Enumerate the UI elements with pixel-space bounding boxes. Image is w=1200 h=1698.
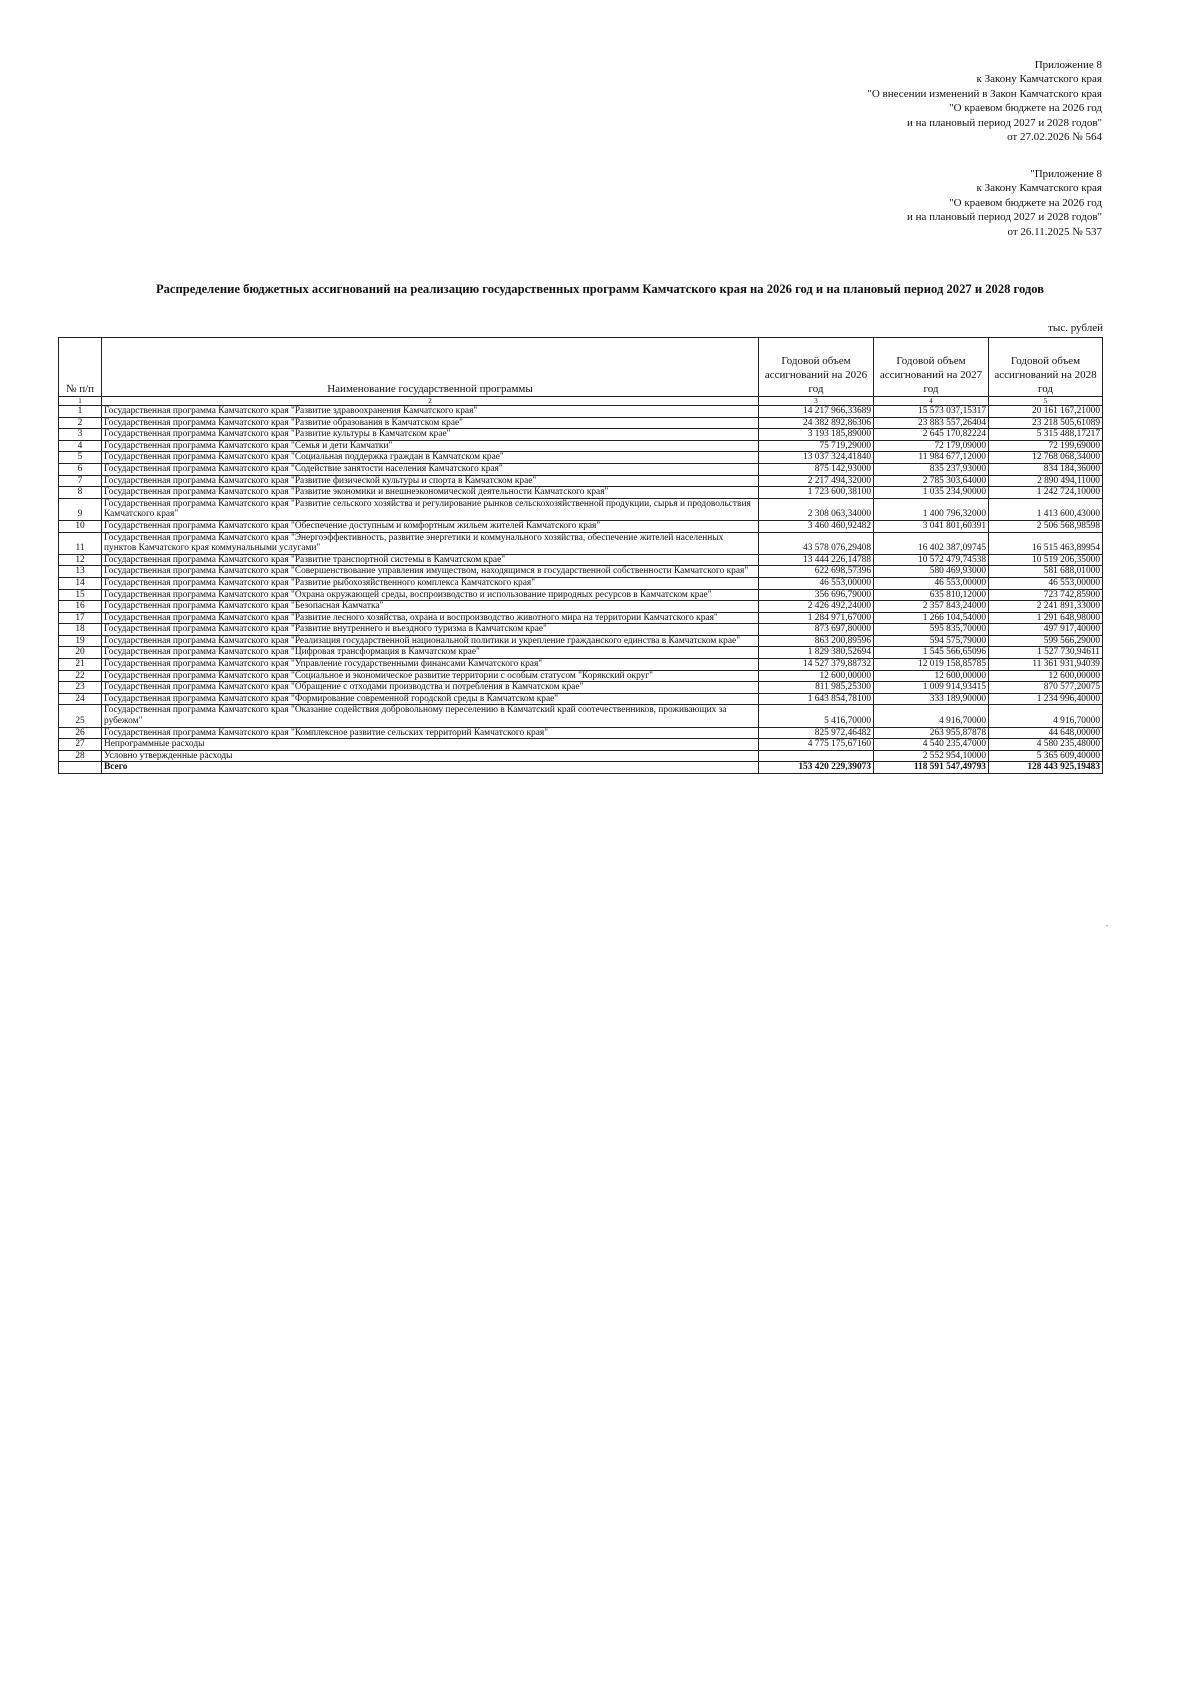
program-name: Непрограммные расходы: [102, 739, 759, 751]
allocation-2028: 870 577,20075: [989, 682, 1103, 694]
allocation-2026: 13 037 324,41840: [759, 452, 874, 464]
row-number: 2: [59, 417, 102, 429]
allocation-2028: 46 553,00000: [989, 577, 1103, 589]
allocation-2027: 595 835,70000: [874, 624, 989, 636]
column-index-row: [59, 397, 1103, 406]
column-index: 2: [102, 397, 759, 406]
row-number: 1: [59, 406, 102, 418]
program-name: Государственная программа Камчатского края "Развитие образования в Камчатском крае": [102, 417, 759, 429]
table-row: [59, 647, 1103, 659]
allocation-2027: 1 400 796,32000: [874, 498, 989, 520]
table-row: [59, 589, 1103, 601]
allocation-2027: 72 179,09000: [874, 440, 989, 452]
allocation-2027: 635 810,12000: [874, 589, 989, 601]
program-name: Государственная программа Камчатского края "Оказание содействия добровольному переселению в Камчатский край соотечественников, проживающих за рубежом": [102, 705, 759, 727]
row-number: 18: [59, 624, 102, 636]
allocation-2027: 15 573 037,15317: [874, 406, 989, 418]
program-name: Государственная программа Камчатского края "Развитие сельского хозяйства и регулирование рынков сельскохозяйственной продукции, сырья и продовольствия Камчатского края": [102, 498, 759, 520]
row-number: 3: [59, 429, 102, 441]
header-line: и на плановый период 2027 и 2028 годов": [906, 116, 1102, 129]
row-number: 11: [59, 532, 102, 554]
table-row: [59, 612, 1103, 624]
table-row: [59, 624, 1103, 636]
allocation-2028: 20 161 167,21000: [989, 406, 1103, 418]
table-row: [59, 406, 1103, 418]
allocation-2027: 2 645 170,82224: [874, 429, 989, 441]
allocation-2028: 10 519 206,35000: [989, 554, 1103, 566]
allocation-2028: 4 580 235,48000: [989, 739, 1103, 751]
table-row: [59, 487, 1103, 499]
allocation-2026: 3 193 185,89000: [759, 429, 874, 441]
row-number: 17: [59, 612, 102, 624]
column-header-2027: Годовой объем ассигнований на 2027 год: [874, 338, 989, 397]
allocation-2026: 825 972,46482: [759, 727, 874, 739]
row-number: 26: [59, 727, 102, 739]
allocation-2027: 12 600,00000: [874, 670, 989, 682]
row-number: 24: [59, 693, 102, 705]
header-line: "О внесении изменений в Закон Камчатского края: [867, 87, 1102, 100]
program-name: Государственная программа Камчатского края "Энергоэффективность, развитие энергетики и коммунального хозяйства, обеспечение жителей населенных пунктов Камчатского края коммунальными услугами": [102, 532, 759, 554]
program-name: Государственная программа Камчатского края "Комплексное развитие сельских территорий Камчатского края": [102, 727, 759, 739]
table-row: [59, 532, 1103, 554]
allocation-2027: 11 984 677,12000: [874, 452, 989, 464]
allocation-2027: 4 916,70000: [874, 705, 989, 727]
allocation-2027: 3 041 801,60391: [874, 520, 989, 532]
allocation-2028: 497 917,40000: [989, 624, 1103, 636]
row-number: 23: [59, 682, 102, 694]
header-line: и на плановый период 2027 и 2028 годов": [906, 211, 1102, 224]
header-line: Приложение 8: [1034, 59, 1102, 71]
table-row: [59, 727, 1103, 739]
appendix-header-original: [907, 167, 1102, 239]
total-label: Всего: [102, 762, 759, 774]
allocation-2027: 1 266 104,54000: [874, 612, 989, 624]
allocation-2026: 3 460 460,92482: [759, 520, 874, 532]
allocation-2028: 11 361 931,94039: [989, 659, 1103, 671]
units-label: тыс. рублей: [1048, 322, 1103, 334]
program-name: Государственная программа Камчатского края "Обращение с отходами производства и потребления в Камчатском крае": [102, 682, 759, 694]
allocation-2028: 581 688,01000: [989, 566, 1103, 578]
column-header-2028: Годовой объем ассигнований на 2028 год: [989, 338, 1103, 397]
allocation-2027: 594 575,79000: [874, 635, 989, 647]
program-name: Государственная программа Камчатского края "Цифровая трансформация в Камчатском крае": [102, 647, 759, 659]
allocation-2027: 1 545 566,65096: [874, 647, 989, 659]
table-row: [59, 659, 1103, 671]
allocation-2026: 5 416,70000: [759, 705, 874, 727]
allocation-2026: 75 719,29000: [759, 440, 874, 452]
row-number: 15: [59, 589, 102, 601]
program-name: Государственная программа Камчатского края "Семья и дети Камчатки": [102, 440, 759, 452]
allocation-2026: 2 426 492,24000: [759, 601, 874, 613]
table-row: [59, 452, 1103, 464]
allocation-2026: 1 284 971,67000: [759, 612, 874, 624]
program-name: Государственная программа Камчатского края "Социальная поддержка граждан в Камчатском крае": [102, 452, 759, 464]
allocation-2027: 4 540 235,47000: [874, 739, 989, 751]
allocation-2027: 2 785 303,64000: [874, 475, 989, 487]
column-header-program-name: Наименование государственной программы: [102, 338, 759, 397]
total-2026: 153 420 229,39073: [759, 762, 874, 774]
allocation-2028: 12 600,00000: [989, 670, 1103, 682]
table-row: [59, 429, 1103, 441]
allocation-2027: 263 955,87878: [874, 727, 989, 739]
total-number-cell: [59, 762, 102, 774]
row-number: 7: [59, 475, 102, 487]
allocation-2028: 23 218 505,61089: [989, 417, 1103, 429]
column-index: 3: [759, 397, 874, 406]
allocation-2026: 622 698,57396: [759, 566, 874, 578]
program-name: Государственная программа Камчатского края "Безопасная Камчатка": [102, 601, 759, 613]
header-line: "О краевом бюджете на 2026 год: [949, 196, 1102, 209]
allocation-2028: 1 527 730,94611: [989, 647, 1103, 659]
row-number: 12: [59, 554, 102, 566]
closing-quote-mark: ": [1105, 925, 1108, 931]
table-row: [59, 635, 1103, 647]
allocation-2028: 599 566,29000: [989, 635, 1103, 647]
column-header-2026: Годовой объем ассигнований на 2026 год: [759, 338, 874, 397]
allocation-2027: 2 552 954,10000: [874, 750, 989, 762]
allocation-2026: 873 697,80000: [759, 624, 874, 636]
program-name: Государственная программа Камчатского края "Развитие транспортной системы в Камчатском крае": [102, 554, 759, 566]
row-number: 25: [59, 705, 102, 727]
program-name: Государственная программа Камчатского края "Развитие рыбохозяйственного комплекса Камчатского края": [102, 577, 759, 589]
row-number: 14: [59, 577, 102, 589]
table-row: [59, 520, 1103, 532]
total-2028: 128 443 925,19483: [989, 762, 1103, 774]
allocation-2027: 2 357 843,24000: [874, 601, 989, 613]
allocation-2026: 1 829 380,52694: [759, 647, 874, 659]
allocation-2028: 1 234 996,40000: [989, 693, 1103, 705]
allocation-2027: 23 883 557,26404: [874, 417, 989, 429]
allocation-2028: 12 768 068,34000: [989, 452, 1103, 464]
row-number: 16: [59, 601, 102, 613]
header-line: "О краевом бюджете на 2026 год: [949, 102, 1102, 115]
program-name: Государственная программа Камчатского края "Совершенствование управления имуществом, находящимся в государственной собственности Камчатского края": [102, 566, 759, 578]
header-line: от 27.02.2026 № 564: [1007, 131, 1102, 144]
allocation-2026: 24 382 892,86306: [759, 417, 874, 429]
allocation-2027: 333 189,90000: [874, 693, 989, 705]
row-number: 13: [59, 566, 102, 578]
header-line: от 26.11.2025 № 537: [1007, 225, 1102, 238]
program-name: Условно утвержденные расходы: [102, 750, 759, 762]
program-name: Государственная программа Камчатского края "Социальное и экономическое развитие территории с особым статусом "Корякский округ": [102, 670, 759, 682]
header-line: к Закону Камчатского края: [976, 182, 1102, 195]
header-line: к Закону Камчатского края: [976, 73, 1102, 86]
header-line: "Приложение 8: [1030, 168, 1102, 180]
table-row: [59, 670, 1103, 682]
allocation-2026: [759, 750, 874, 762]
allocation-2026: 43 578 076,29408: [759, 532, 874, 554]
row-number: 20: [59, 647, 102, 659]
program-name: Государственная программа Камчатского края "Охрана окружающей среды, воспроизводство и использование природных ресурсов в Камчатском крае": [102, 589, 759, 601]
document-title: Распределение бюджетных ассигнований на реализацию государственных программ Камчатского края на 2026 год и на плановый период 2027 и 2028 годов: [155, 282, 1045, 296]
allocation-2028: 5 365 609,40000: [989, 750, 1103, 762]
allocation-2028: 2 241 891,33000: [989, 601, 1103, 613]
table-row: [59, 566, 1103, 578]
allocation-2028: 2 506 568,98598: [989, 520, 1103, 532]
program-name: Государственная программа Камчатского края "Управление государственными финансами Камчатского края": [102, 659, 759, 671]
column-header-number: № п/п: [59, 338, 102, 397]
row-number: 27: [59, 739, 102, 751]
table-row: [59, 475, 1103, 487]
allocation-2026: 811 985,25300: [759, 682, 874, 694]
total-2027: 118 591 547,49793: [874, 762, 989, 774]
appendix-header-amending: [867, 58, 1102, 144]
allocation-2027: 580 469,93000: [874, 566, 989, 578]
program-name: Государственная программа Камчатского края "Развитие экономики и внешнеэкономической деятельности Камчатского края": [102, 487, 759, 499]
allocation-2028: 1 242 724,10000: [989, 487, 1103, 499]
allocation-2028: 834 184,36000: [989, 463, 1103, 475]
table-row: [59, 693, 1103, 705]
allocation-2028: 16 515 463,89954: [989, 532, 1103, 554]
allocation-2026: 1 723 600,38100: [759, 487, 874, 499]
allocation-2026: 14 527 379,88732: [759, 659, 874, 671]
allocation-2027: 835 237,93000: [874, 463, 989, 475]
allocation-2026: 2 217 494,32000: [759, 475, 874, 487]
row-number: 4: [59, 440, 102, 452]
allocation-2027: 12 019 158,85785: [874, 659, 989, 671]
allocation-2028: 2 890 494,11000: [989, 475, 1103, 487]
table-row: [59, 705, 1103, 727]
allocation-2028: 723 742,85900: [989, 589, 1103, 601]
row-number: 8: [59, 487, 102, 499]
allocation-2026: 2 308 063,34000: [759, 498, 874, 520]
allocation-2026: 875 142,93000: [759, 463, 874, 475]
table-row: [59, 417, 1103, 429]
allocation-2028: 5 315 488,17217: [989, 429, 1103, 441]
table-row: [59, 577, 1103, 589]
table-row: [59, 463, 1103, 475]
row-number: 28: [59, 750, 102, 762]
table-body: [59, 406, 1103, 762]
row-number: 21: [59, 659, 102, 671]
table-row: [59, 498, 1103, 520]
row-number: 5: [59, 452, 102, 464]
row-number: 9: [59, 498, 102, 520]
row-number: 19: [59, 635, 102, 647]
allocation-2026: 46 553,00000: [759, 577, 874, 589]
table-row: [59, 750, 1103, 762]
table-row: [59, 440, 1103, 452]
allocation-2028: 1 291 648,98000: [989, 612, 1103, 624]
program-name: Государственная программа Камчатского края "Развитие лесного хозяйства, охрана и воспроизводство животного мира на территории Камчатского края": [102, 612, 759, 624]
program-name: Государственная программа Камчатского края "Формирование современной городской среды в Камчатском крае": [102, 693, 759, 705]
table-header-row: [59, 338, 1103, 397]
program-name: Государственная программа Камчатского края "Обеспечение доступным и комфортным жильем жителей Камчатского края": [102, 520, 759, 532]
row-number: 22: [59, 670, 102, 682]
column-index: 1: [59, 397, 102, 406]
program-name: Государственная программа Камчатского края "Развитие физической культуры и спорта в Камчатском крае": [102, 475, 759, 487]
allocation-2027: 1 035 234,90000: [874, 487, 989, 499]
allocation-2026: 1 643 854,78100: [759, 693, 874, 705]
allocation-2028: 44 648,00000: [989, 727, 1103, 739]
allocation-2026: 356 696,79000: [759, 589, 874, 601]
allocation-2026: 13 444 226,14788: [759, 554, 874, 566]
allocation-2026: 12 600,00000: [759, 670, 874, 682]
allocation-2026: 863 200,89596: [759, 635, 874, 647]
column-index: 5: [989, 397, 1103, 406]
program-name: Государственная программа Камчатского края "Развитие здравоохранения Камчатского края": [102, 406, 759, 418]
budget-table: [58, 337, 1103, 774]
row-number: 10: [59, 520, 102, 532]
allocation-2028: 72 199,69000: [989, 440, 1103, 452]
table-row: [59, 739, 1103, 751]
table-row: [59, 554, 1103, 566]
program-name: Государственная программа Камчатского края "Развитие культуры в Камчатском крае": [102, 429, 759, 441]
total-row: [59, 762, 1103, 774]
table-row: [59, 601, 1103, 613]
allocation-2026: 14 217 966,33689: [759, 406, 874, 418]
allocation-2027: 10 572 479,74538: [874, 554, 989, 566]
allocation-2028: 1 413 600,43000: [989, 498, 1103, 520]
allocation-2027: 1 009 914,93415: [874, 682, 989, 694]
program-name: Государственная программа Камчатского края "Реализация государственной национальной политики и укрепление гражданского единства в Камчатском крае": [102, 635, 759, 647]
allocation-2027: 46 553,00000: [874, 577, 989, 589]
program-name: Государственная программа Камчатского края "Содействие занятости населения Камчатского края": [102, 463, 759, 475]
allocation-2027: 16 402 387,09745: [874, 532, 989, 554]
row-number: 6: [59, 463, 102, 475]
allocation-2028: 4 916,70000: [989, 705, 1103, 727]
allocation-2026: 4 775 175,67160: [759, 739, 874, 751]
column-index: 4: [874, 397, 989, 406]
table-row: [59, 682, 1103, 694]
program-name: Государственная программа Камчатского края "Развитие внутреннего и въездного туризма в Камчатском крае": [102, 624, 759, 636]
